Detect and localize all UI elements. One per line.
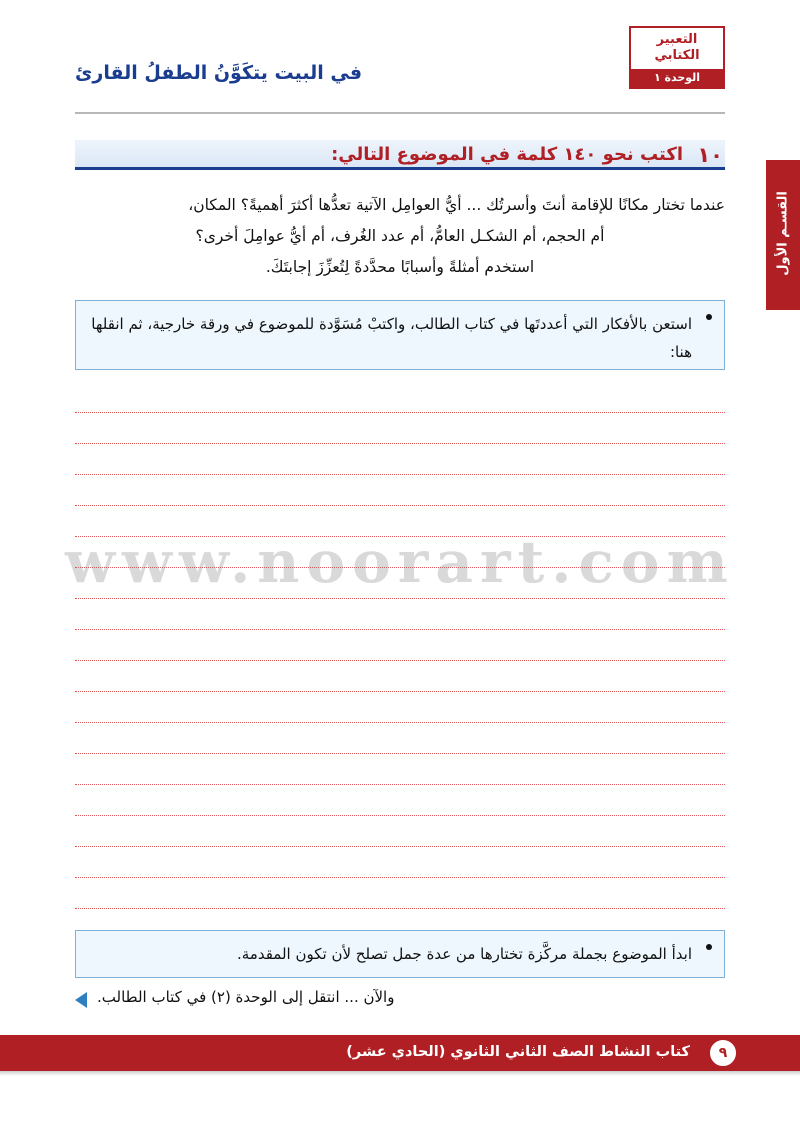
instruction-note-bottom-text: ابدأ الموضوع بجملة مركَّزة تختارها من عدة جمل تصلح لأن تكون المقدمة. <box>236 945 692 963</box>
writing-line[interactable] <box>75 754 725 785</box>
question-title: اكتب نحو ١٤٠ كلمة في الموضوع التالي: <box>331 144 683 165</box>
writing-line[interactable] <box>75 630 725 661</box>
writing-line[interactable] <box>75 537 725 568</box>
prompt-line-1: عندما تختار مكانًا للإقامة أنتَ وأسرتُك ... أيُّ العوامِل الآتية تعدُّها أكثرَ أهميةً؟ المكان، <box>188 196 725 214</box>
footer-title: كتاب النشاط الصف الثاني الثانوي (الحادي عشر) <box>346 1044 690 1060</box>
prompt-line-3: استخدم أمثلةً وأسبابًا محدَّدةً لِتُعزِّزَ إجابتَكَ. <box>265 258 535 276</box>
subject-logo-line2: الكتابي <box>654 48 700 64</box>
writing-line[interactable] <box>75 816 725 847</box>
writing-line[interactable] <box>75 506 725 537</box>
subject-logo <box>629 26 725 89</box>
prompt-line-2: أم الحجم، أم الشكـل العامُّ، أم عدد الغُرف، أم أيُّ عوامِلَ أخرى؟ <box>195 227 605 245</box>
writing-line[interactable] <box>75 661 725 692</box>
writing-lines-area[interactable] <box>75 382 725 922</box>
writing-line[interactable] <box>75 444 725 475</box>
section-side-tab <box>766 160 800 310</box>
writing-line[interactable] <box>75 382 725 413</box>
writing-line[interactable] <box>75 723 725 754</box>
watermark: www.noorart.com <box>65 528 735 596</box>
closing-note <box>75 988 725 1014</box>
subject-logo-line1: التعبير <box>656 32 698 47</box>
footer-bar <box>0 1035 800 1071</box>
page-title: في البيت يتكَوَّنُ الطفلُ القارئ <box>75 62 363 84</box>
writing-line[interactable] <box>75 568 725 599</box>
instruction-note-top-text: استعن بالأفكار التي أعددتَها في كتاب الطالب، واكتبْ مُسَوَّدة للموضوع في ورقة خارجية، ثم انقلها هنا: <box>91 315 692 361</box>
writing-line[interactable] <box>75 599 725 630</box>
writing-line[interactable] <box>75 785 725 816</box>
question-number: ١٠ <box>697 143 723 167</box>
triangle-pointer-icon <box>75 992 87 1008</box>
instruction-note-bottom <box>75 930 725 978</box>
writing-line[interactable] <box>75 692 725 723</box>
writing-line[interactable] <box>75 475 725 506</box>
footer-shadow <box>0 1071 800 1076</box>
writing-line[interactable] <box>75 878 725 909</box>
header-divider <box>75 112 725 114</box>
unit-badge: الوحدة ١ <box>631 69 723 87</box>
bullet-icon <box>706 314 712 320</box>
page-number: ٩ <box>708 1038 738 1068</box>
question-heading <box>75 140 725 174</box>
writing-line[interactable] <box>75 847 725 878</box>
writing-line[interactable] <box>75 413 725 444</box>
closing-note-text: والآن ... انتقل إلى الوحدة (٢) في كتاب الطالب. <box>97 988 395 1006</box>
bullet-icon <box>706 944 712 950</box>
section-side-tab-label: القسـم الأول <box>775 191 791 276</box>
prompt-paragraph <box>75 190 725 283</box>
instruction-note-top <box>75 300 725 370</box>
